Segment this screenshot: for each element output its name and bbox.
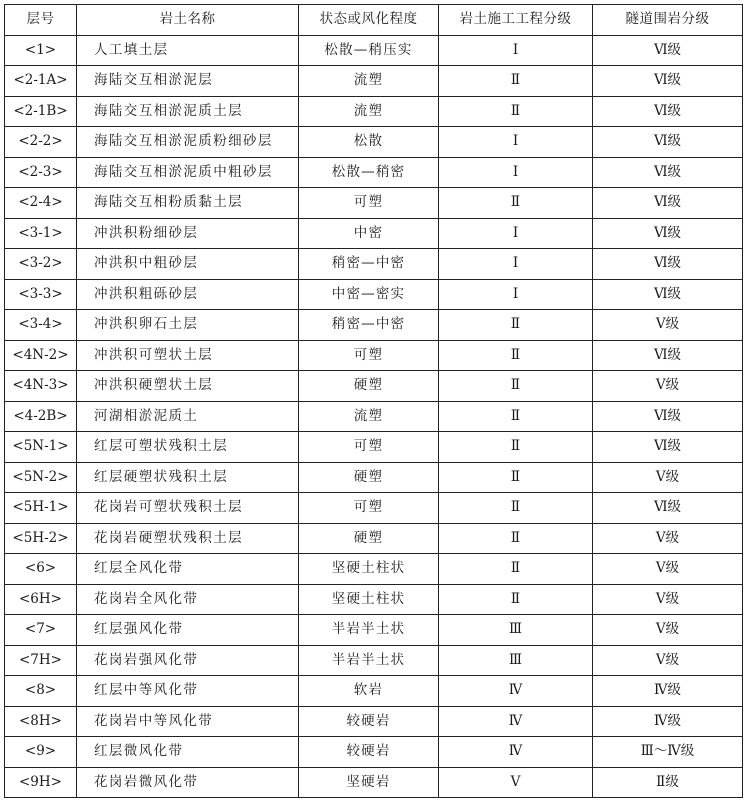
cell-construction-grade: Ⅱ <box>439 462 593 493</box>
cell-construction-grade: Ⅱ <box>439 432 593 463</box>
cell-layer-no: <2-1A> <box>5 66 77 97</box>
cell-construction-grade: Ⅱ <box>439 188 593 219</box>
cell-layer-no: <8H> <box>5 706 77 737</box>
cell-state-weathering: 稍密—中密 <box>299 249 439 280</box>
cell-state-weathering: 可塑 <box>299 188 439 219</box>
cell-state-weathering: 硬塑 <box>299 371 439 402</box>
cell-layer-no: <4N-3> <box>5 371 77 402</box>
cell-state-weathering: 可塑 <box>299 432 439 463</box>
cell-construction-grade: Ⅲ <box>439 615 593 646</box>
cell-state-weathering: 坚硬岩 <box>299 767 439 798</box>
cell-tunnel-grade: Ⅵ级 <box>593 432 743 463</box>
cell-construction-grade: Ⅰ <box>439 35 593 66</box>
cell-layer-no: <7> <box>5 615 77 646</box>
cell-construction-grade: Ⅰ <box>439 127 593 158</box>
table-row <box>5 706 743 737</box>
cell-tunnel-grade: Ⅵ级 <box>593 157 743 188</box>
cell-layer-no: <3-4> <box>5 310 77 341</box>
cell-rock-soil-name: 海陆交互相淤泥质中粗砂层 <box>77 157 299 188</box>
cell-layer-no: <5N-1> <box>5 432 77 463</box>
cell-rock-soil-name: 冲洪积粉细砂层 <box>77 218 299 249</box>
cell-rock-soil-name: 花岗岩强风化带 <box>77 645 299 676</box>
cell-construction-grade: Ⅱ <box>439 584 593 615</box>
cell-tunnel-grade: Ⅱ级 <box>593 767 743 798</box>
cell-rock-soil-name: 海陆交互相淤泥层 <box>77 66 299 97</box>
cell-tunnel-grade: Ⅵ级 <box>593 96 743 127</box>
cell-rock-soil-name: 花岗岩硬塑状残积土层 <box>77 523 299 554</box>
cell-state-weathering: 坚硬土柱状 <box>299 554 439 585</box>
cell-construction-grade: Ⅱ <box>439 523 593 554</box>
cell-state-weathering: 流塑 <box>299 66 439 97</box>
cell-construction-grade: Ⅳ <box>439 676 593 707</box>
cell-tunnel-grade: Ⅲ～Ⅳ级 <box>593 737 743 768</box>
table-row <box>5 401 743 432</box>
cell-construction-grade: Ⅰ <box>439 279 593 310</box>
cell-layer-no: <2-3> <box>5 157 77 188</box>
table-row <box>5 279 743 310</box>
cell-rock-soil-name: 冲洪积中粗砂层 <box>77 249 299 280</box>
cell-layer-no: <5H-2> <box>5 523 77 554</box>
cell-rock-soil-name: 冲洪积粗砾砂层 <box>77 279 299 310</box>
cell-tunnel-grade: Ⅵ级 <box>593 66 743 97</box>
cell-state-weathering: 硬塑 <box>299 462 439 493</box>
cell-rock-soil-name: 花岗岩全风化带 <box>77 584 299 615</box>
cell-state-weathering: 可塑 <box>299 493 439 524</box>
cell-tunnel-grade: Ⅵ级 <box>593 340 743 371</box>
cell-rock-soil-name: 冲洪积卵石土层 <box>77 310 299 341</box>
cell-layer-no: <3-1> <box>5 218 77 249</box>
table-row <box>5 462 743 493</box>
table-row <box>5 615 743 646</box>
cell-state-weathering: 软岩 <box>299 676 439 707</box>
cell-rock-soil-name: 红层可塑状残积土层 <box>77 432 299 463</box>
table-row <box>5 676 743 707</box>
cell-state-weathering: 坚硬土柱状 <box>299 584 439 615</box>
cell-construction-grade: Ⅳ <box>439 737 593 768</box>
header-layer-no: 层号 <box>5 5 77 36</box>
table-row <box>5 737 743 768</box>
table-body <box>5 35 743 798</box>
cell-state-weathering: 可塑 <box>299 340 439 371</box>
cell-rock-soil-name: 河湖相淤泥质土 <box>77 401 299 432</box>
cell-construction-grade: Ⅱ <box>439 66 593 97</box>
cell-layer-no: <2-1B> <box>5 96 77 127</box>
table-row <box>5 218 743 249</box>
table-row <box>5 523 743 554</box>
cell-rock-soil-name: 红层强风化带 <box>77 615 299 646</box>
rock-soil-classification-table <box>4 4 743 798</box>
cell-construction-grade: Ⅱ <box>439 371 593 402</box>
cell-construction-grade: Ⅱ <box>439 554 593 585</box>
cell-rock-soil-name: 海陆交互相淤泥质粉细砂层 <box>77 127 299 158</box>
header-state-weathering: 状态或风化程度 <box>299 5 439 36</box>
cell-state-weathering: 稍密—中密 <box>299 310 439 341</box>
table-row <box>5 340 743 371</box>
cell-tunnel-grade: Ⅵ级 <box>593 401 743 432</box>
table-row <box>5 767 743 798</box>
cell-tunnel-grade: Ⅴ级 <box>593 462 743 493</box>
cell-state-weathering: 较硬岩 <box>299 706 439 737</box>
cell-state-weathering: 硬塑 <box>299 523 439 554</box>
cell-rock-soil-name: 人工填土层 <box>77 35 299 66</box>
table-row <box>5 96 743 127</box>
cell-tunnel-grade: Ⅴ级 <box>593 310 743 341</box>
cell-state-weathering: 较硬岩 <box>299 737 439 768</box>
header-rock-soil-name: 岩土名称 <box>77 5 299 36</box>
cell-rock-soil-name: 冲洪积可塑状土层 <box>77 340 299 371</box>
cell-construction-grade: Ⅲ <box>439 645 593 676</box>
cell-tunnel-grade: Ⅵ级 <box>593 127 743 158</box>
cell-state-weathering: 中密—密实 <box>299 279 439 310</box>
cell-layer-no: <7H> <box>5 645 77 676</box>
cell-rock-soil-name: 花岗岩微风化带 <box>77 767 299 798</box>
table-row <box>5 127 743 158</box>
cell-tunnel-grade: Ⅵ级 <box>593 279 743 310</box>
cell-tunnel-grade: Ⅵ级 <box>593 188 743 219</box>
table-container <box>4 4 742 798</box>
cell-construction-grade: Ⅳ <box>439 706 593 737</box>
cell-tunnel-grade: Ⅵ级 <box>593 35 743 66</box>
table-row <box>5 310 743 341</box>
cell-layer-no: <5H-1> <box>5 493 77 524</box>
cell-tunnel-grade: Ⅵ级 <box>593 218 743 249</box>
cell-state-weathering: 松散—稍压实 <box>299 35 439 66</box>
table-row <box>5 66 743 97</box>
table-row <box>5 35 743 66</box>
cell-layer-no: <9> <box>5 737 77 768</box>
cell-layer-no: <6> <box>5 554 77 585</box>
cell-tunnel-grade: Ⅴ级 <box>593 371 743 402</box>
cell-layer-no: <3-3> <box>5 279 77 310</box>
cell-state-weathering: 半岩半土状 <box>299 645 439 676</box>
cell-rock-soil-name: 冲洪积硬塑状土层 <box>77 371 299 402</box>
cell-tunnel-grade: Ⅴ级 <box>593 584 743 615</box>
cell-rock-soil-name: 花岗岩中等风化带 <box>77 706 299 737</box>
cell-rock-soil-name: 红层中等风化带 <box>77 676 299 707</box>
cell-layer-no: <2-4> <box>5 188 77 219</box>
header-tunnel-surrounding-rock-grade: 隧道围岩分级 <box>593 5 743 36</box>
table-row <box>5 645 743 676</box>
cell-construction-grade: Ⅰ <box>439 249 593 280</box>
cell-rock-soil-name: 海陆交互相粉质黏土层 <box>77 188 299 219</box>
cell-construction-grade: Ⅱ <box>439 310 593 341</box>
cell-tunnel-grade: Ⅳ级 <box>593 706 743 737</box>
header-row <box>5 5 743 36</box>
cell-layer-no: <3-2> <box>5 249 77 280</box>
cell-layer-no: <2-2> <box>5 127 77 158</box>
cell-state-weathering: 松散 <box>299 127 439 158</box>
cell-tunnel-grade: Ⅵ级 <box>593 249 743 280</box>
cell-construction-grade: Ⅰ <box>439 157 593 188</box>
cell-rock-soil-name: 红层全风化带 <box>77 554 299 585</box>
cell-layer-no: <6H> <box>5 584 77 615</box>
cell-layer-no: <4N-2> <box>5 340 77 371</box>
cell-layer-no: <1> <box>5 35 77 66</box>
cell-state-weathering: 流塑 <box>299 96 439 127</box>
table-row <box>5 249 743 280</box>
cell-layer-no: <9H> <box>5 767 77 798</box>
cell-rock-soil-name: 红层硬塑状残积土层 <box>77 462 299 493</box>
cell-layer-no: <4-2B> <box>5 401 77 432</box>
cell-state-weathering: 半岩半土状 <box>299 615 439 646</box>
table-row <box>5 188 743 219</box>
table-row <box>5 432 743 463</box>
cell-tunnel-grade: Ⅴ级 <box>593 615 743 646</box>
cell-tunnel-grade: Ⅴ级 <box>593 523 743 554</box>
table-row <box>5 493 743 524</box>
cell-construction-grade: Ⅱ <box>439 493 593 524</box>
cell-construction-grade: Ⅰ <box>439 218 593 249</box>
cell-rock-soil-name: 海陆交互相淤泥质土层 <box>77 96 299 127</box>
cell-layer-no: <8> <box>5 676 77 707</box>
cell-tunnel-grade: Ⅴ级 <box>593 645 743 676</box>
cell-state-weathering: 松散—稍密 <box>299 157 439 188</box>
header-construction-grade: 岩土施工工程分级 <box>439 5 593 36</box>
cell-state-weathering: 流塑 <box>299 401 439 432</box>
cell-state-weathering: 中密 <box>299 218 439 249</box>
cell-construction-grade: Ⅱ <box>439 401 593 432</box>
cell-rock-soil-name: 花岗岩可塑状残积土层 <box>77 493 299 524</box>
cell-construction-grade: Ⅴ <box>439 767 593 798</box>
cell-construction-grade: Ⅱ <box>439 340 593 371</box>
cell-construction-grade: Ⅱ <box>439 96 593 127</box>
table-row <box>5 584 743 615</box>
table-row <box>5 371 743 402</box>
cell-rock-soil-name: 红层微风化带 <box>77 737 299 768</box>
cell-tunnel-grade: Ⅴ级 <box>593 554 743 585</box>
cell-layer-no: <5N-2> <box>5 462 77 493</box>
cell-tunnel-grade: Ⅳ级 <box>593 676 743 707</box>
table-row <box>5 554 743 585</box>
table-row <box>5 157 743 188</box>
cell-tunnel-grade: Ⅵ级 <box>593 493 743 524</box>
